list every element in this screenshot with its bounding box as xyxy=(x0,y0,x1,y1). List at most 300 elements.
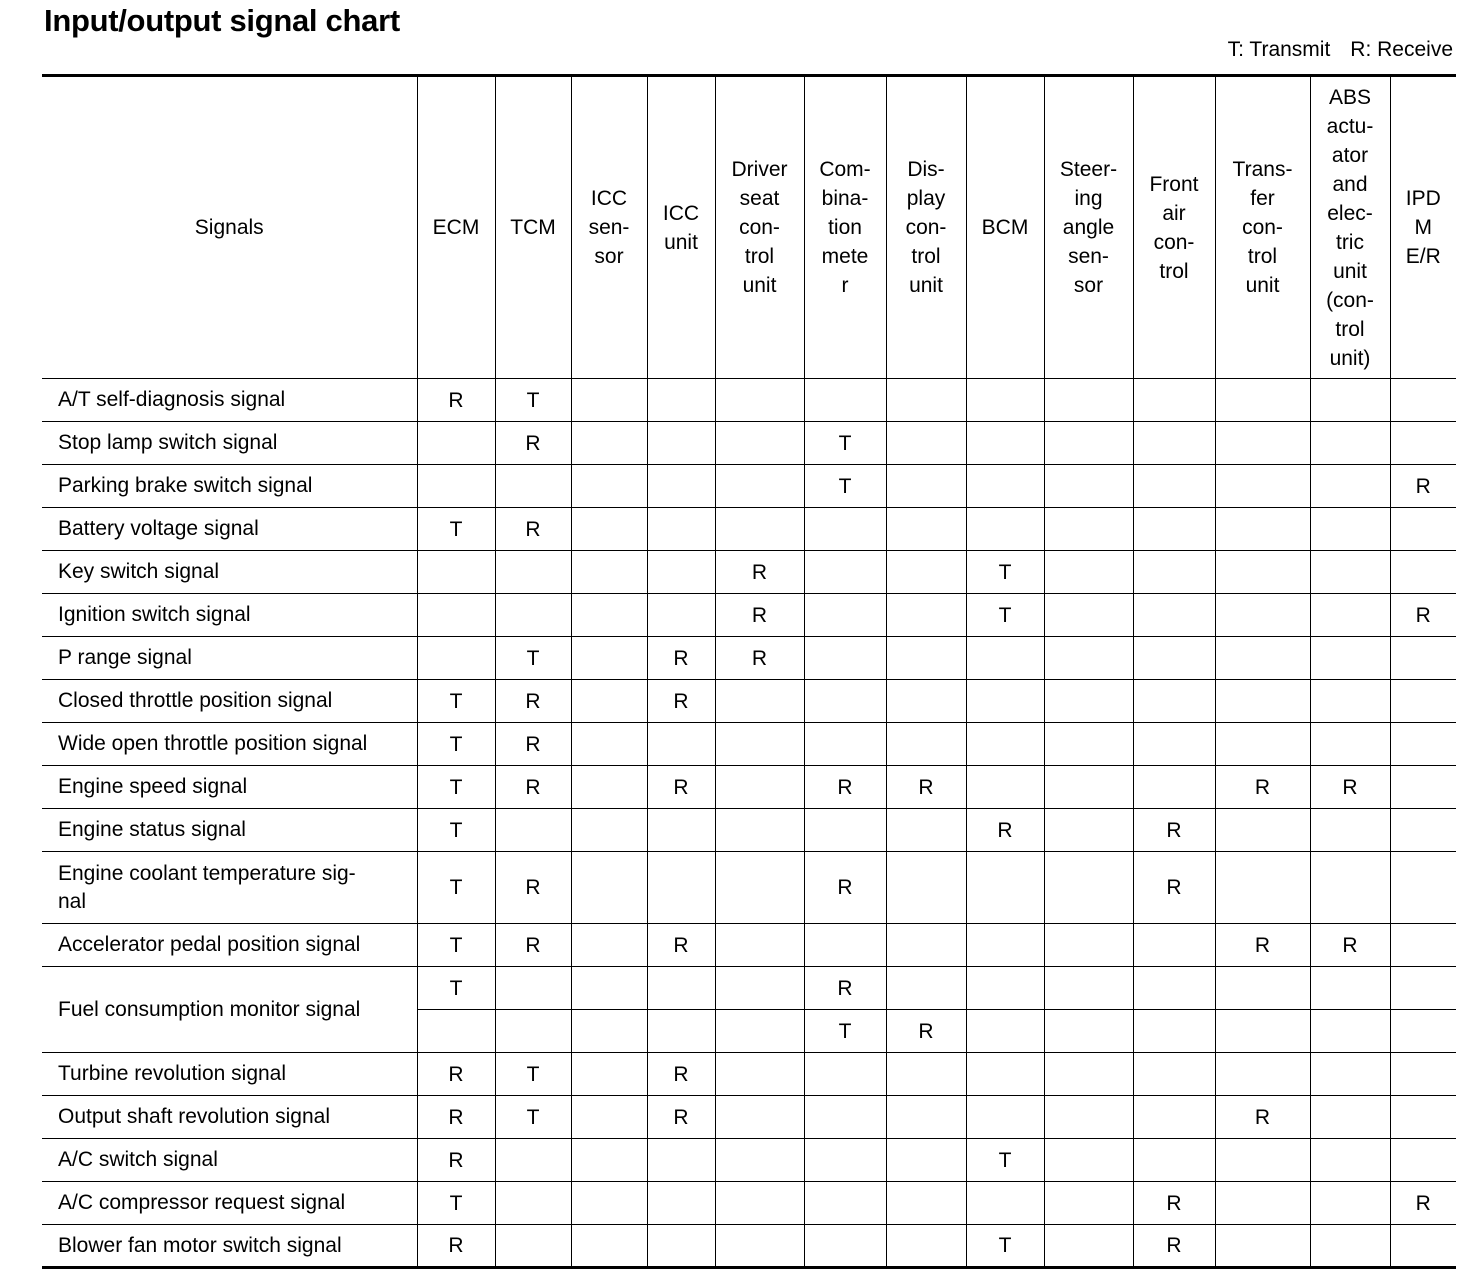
signal-cell: R xyxy=(1310,924,1390,967)
signal-name: Wide open throttle position signal xyxy=(42,723,417,766)
signal-cell xyxy=(1133,637,1215,680)
signal-cell xyxy=(804,637,886,680)
signal-cell xyxy=(571,1139,647,1182)
signal-cell xyxy=(1390,852,1456,924)
table-row xyxy=(42,852,1456,924)
signal-cell xyxy=(1215,1225,1310,1268)
signal-cell xyxy=(886,1225,966,1268)
signal-cell xyxy=(966,465,1044,508)
signal-cell xyxy=(1390,508,1456,551)
signal-name: Battery voltage signal xyxy=(42,508,417,551)
signal-cell: R xyxy=(647,1096,715,1139)
signal-cell: R xyxy=(495,508,571,551)
signal-cell xyxy=(571,967,647,1010)
signal-cell: R xyxy=(1310,766,1390,809)
table-row xyxy=(42,1182,1456,1225)
signal-cell xyxy=(715,852,804,924)
signal-cell: R xyxy=(1215,924,1310,967)
table-row xyxy=(42,809,1456,852)
signal-cell: R xyxy=(1390,465,1456,508)
signal-cell: T xyxy=(966,551,1044,594)
signal-cell xyxy=(495,809,571,852)
signal-cell xyxy=(1044,422,1133,465)
column-header: Dis- play con- trol unit xyxy=(886,76,966,379)
signal-cell xyxy=(1390,1139,1456,1182)
signal-cell xyxy=(495,1139,571,1182)
signal-cell xyxy=(715,1053,804,1096)
signal-cell xyxy=(1310,594,1390,637)
signal-name: A/T self-diagnosis signal xyxy=(42,379,417,422)
signal-cell xyxy=(1133,766,1215,809)
table-row xyxy=(42,1225,1456,1268)
signal-cell xyxy=(1390,680,1456,723)
signal-cell: R xyxy=(417,1053,495,1096)
signal-cell xyxy=(715,1010,804,1053)
signal-name: Fuel consumption monitor signal xyxy=(42,967,417,1053)
signal-cell xyxy=(804,723,886,766)
signal-cell xyxy=(804,508,886,551)
signal-cell xyxy=(1310,809,1390,852)
table-row xyxy=(42,465,1456,508)
signal-cell xyxy=(1044,1010,1133,1053)
column-header: ABS actu- ator and elec- tric unit (con- trol unit) xyxy=(1310,76,1390,379)
signal-cell: T xyxy=(417,809,495,852)
signal-cell xyxy=(571,766,647,809)
signal-cell: R xyxy=(647,637,715,680)
signal-cell xyxy=(1215,1182,1310,1225)
signal-cell xyxy=(966,508,1044,551)
signal-cell: R xyxy=(1215,1096,1310,1139)
signal-cell: R xyxy=(417,1096,495,1139)
signal-cell xyxy=(1215,1139,1310,1182)
signal-cell xyxy=(804,680,886,723)
signal-cell: T xyxy=(417,766,495,809)
signal-cell xyxy=(571,924,647,967)
signal-cell xyxy=(1133,1053,1215,1096)
header-row xyxy=(42,76,1456,379)
signal-cell xyxy=(1390,637,1456,680)
signal-cell xyxy=(715,924,804,967)
signal-cell: R xyxy=(417,379,495,422)
signal-cell: T xyxy=(966,1139,1044,1182)
signal-cell xyxy=(1044,1225,1133,1268)
signal-cell: T xyxy=(804,422,886,465)
signal-cell xyxy=(804,594,886,637)
table-row xyxy=(42,637,1456,680)
signal-cell xyxy=(804,1139,886,1182)
signal-cell xyxy=(1133,465,1215,508)
table-row xyxy=(42,766,1456,809)
signal-cell: T xyxy=(417,924,495,967)
signal-cell xyxy=(715,967,804,1010)
signal-cell xyxy=(571,594,647,637)
signal-cell xyxy=(647,967,715,1010)
signal-name: Engine status signal xyxy=(42,809,417,852)
signal-cell xyxy=(886,1139,966,1182)
signal-cell xyxy=(886,680,966,723)
signal-cell xyxy=(647,1010,715,1053)
signal-cell xyxy=(417,422,495,465)
signal-cell xyxy=(1044,680,1133,723)
signal-cell xyxy=(495,465,571,508)
signal-name: Engine coolant temperature sig- nal xyxy=(42,852,417,924)
signal-cell: R xyxy=(495,924,571,967)
signal-cell xyxy=(804,551,886,594)
signal-cell: T xyxy=(804,465,886,508)
table-row xyxy=(42,1096,1456,1139)
signal-name: A/C switch signal xyxy=(42,1139,417,1182)
signal-cell xyxy=(1133,508,1215,551)
signal-cell xyxy=(1390,809,1456,852)
signal-cell: T xyxy=(495,1096,571,1139)
signal-cell xyxy=(886,508,966,551)
signal-cell xyxy=(966,924,1044,967)
signal-cell xyxy=(804,809,886,852)
signal-cell xyxy=(1215,1053,1310,1096)
signal-cell: R xyxy=(1133,852,1215,924)
table-row xyxy=(42,422,1456,465)
signal-name: Parking brake switch signal xyxy=(42,465,417,508)
signal-cell: T xyxy=(966,594,1044,637)
signal-cell xyxy=(571,508,647,551)
signal-cell xyxy=(1215,508,1310,551)
signal-cell xyxy=(495,594,571,637)
column-header: BCM xyxy=(966,76,1044,379)
signal-cell xyxy=(804,924,886,967)
column-header: ECM xyxy=(417,76,495,379)
column-header-signals: Signals xyxy=(42,76,417,379)
legend xyxy=(1228,38,1453,62)
signal-cell: R xyxy=(715,551,804,594)
signal-cell xyxy=(1133,924,1215,967)
signal-cell xyxy=(571,1182,647,1225)
signal-cell xyxy=(1215,551,1310,594)
signal-cell xyxy=(1044,967,1133,1010)
signal-cell xyxy=(966,967,1044,1010)
signal-cell xyxy=(1310,680,1390,723)
signal-cell xyxy=(715,508,804,551)
signal-cell: R xyxy=(417,1225,495,1268)
signal-cell xyxy=(1215,637,1310,680)
signal-cell: T xyxy=(417,967,495,1010)
signal-cell xyxy=(1390,1096,1456,1139)
signal-cell xyxy=(886,1053,966,1096)
signal-cell xyxy=(1390,379,1456,422)
signal-cell xyxy=(571,1225,647,1268)
signal-cell: R xyxy=(495,680,571,723)
signal-cell xyxy=(647,422,715,465)
signal-cell xyxy=(1215,379,1310,422)
signal-cell xyxy=(1390,723,1456,766)
signal-cell: R xyxy=(495,723,571,766)
signal-cell xyxy=(647,379,715,422)
signal-cell: R xyxy=(417,1139,495,1182)
signal-cell xyxy=(1044,465,1133,508)
signal-cell xyxy=(1215,594,1310,637)
signal-cell xyxy=(1044,551,1133,594)
signal-cell xyxy=(1390,924,1456,967)
signal-cell: T xyxy=(804,1010,886,1053)
signal-cell xyxy=(1310,508,1390,551)
signal-cell xyxy=(804,1096,886,1139)
signal-cell xyxy=(715,766,804,809)
signal-cell xyxy=(1310,967,1390,1010)
signal-cell xyxy=(1133,422,1215,465)
signal-name: P range signal xyxy=(42,637,417,680)
signal-cell xyxy=(1310,723,1390,766)
signal-name: Key switch signal xyxy=(42,551,417,594)
signal-cell: R xyxy=(1215,766,1310,809)
signal-cell xyxy=(1044,809,1133,852)
signal-cell xyxy=(1310,1096,1390,1139)
signal-cell xyxy=(804,1053,886,1096)
signal-cell: T xyxy=(417,723,495,766)
column-header: Com- bina- tion mete r xyxy=(804,76,886,379)
signal-cell xyxy=(417,637,495,680)
signal-cell xyxy=(1310,422,1390,465)
signal-cell xyxy=(1044,1182,1133,1225)
signal-cell xyxy=(1133,551,1215,594)
signal-name: Turbine revolution signal xyxy=(42,1053,417,1096)
signal-cell xyxy=(1310,637,1390,680)
signal-cell xyxy=(966,766,1044,809)
signal-cell xyxy=(886,924,966,967)
column-header: Driver seat con- trol unit xyxy=(715,76,804,379)
signal-cell xyxy=(966,1096,1044,1139)
signal-cell: R xyxy=(647,680,715,723)
signal-cell xyxy=(571,465,647,508)
signal-cell xyxy=(1044,508,1133,551)
signal-cell xyxy=(571,723,647,766)
signal-cell xyxy=(1215,1010,1310,1053)
signal-chart-table xyxy=(42,74,1456,1269)
signal-cell xyxy=(647,852,715,924)
signal-cell xyxy=(715,1096,804,1139)
signal-cell xyxy=(1215,465,1310,508)
signal-cell xyxy=(1133,967,1215,1010)
signal-cell xyxy=(1044,766,1133,809)
signal-cell xyxy=(1310,1182,1390,1225)
signal-cell xyxy=(1215,852,1310,924)
signal-name: Blower fan motor switch signal xyxy=(42,1225,417,1268)
signal-cell xyxy=(495,1225,571,1268)
signal-cell xyxy=(1390,1010,1456,1053)
signal-cell xyxy=(571,852,647,924)
signal-cell xyxy=(715,809,804,852)
signal-cell: R xyxy=(495,766,571,809)
column-header: IPD M E/R xyxy=(1390,76,1456,379)
signal-cell xyxy=(1310,379,1390,422)
signal-cell xyxy=(417,551,495,594)
signal-cell: R xyxy=(886,1010,966,1053)
signal-cell xyxy=(647,465,715,508)
signal-cell xyxy=(966,1010,1044,1053)
signal-cell xyxy=(886,594,966,637)
signal-cell xyxy=(571,637,647,680)
signal-cell xyxy=(1044,723,1133,766)
signal-cell xyxy=(886,852,966,924)
column-header: Trans- fer con- trol unit xyxy=(1215,76,1310,379)
signal-cell xyxy=(1133,1010,1215,1053)
signal-cell xyxy=(1390,766,1456,809)
signal-cell xyxy=(571,1010,647,1053)
signal-cell xyxy=(1044,1139,1133,1182)
column-header: ICC unit xyxy=(647,76,715,379)
signal-cell xyxy=(1044,1096,1133,1139)
table-row xyxy=(42,508,1456,551)
signal-cell xyxy=(647,1182,715,1225)
signal-cell: R xyxy=(804,852,886,924)
column-header: Steer- ing angle sen- sor xyxy=(1044,76,1133,379)
table-row xyxy=(42,1053,1456,1096)
signal-cell xyxy=(715,1225,804,1268)
signal-cell: R xyxy=(966,809,1044,852)
signal-cell xyxy=(495,1010,571,1053)
signal-cell xyxy=(886,1182,966,1225)
table-body xyxy=(42,379,1456,1268)
signal-cell xyxy=(647,551,715,594)
signal-cell xyxy=(886,723,966,766)
signal-cell: R xyxy=(1390,1182,1456,1225)
signal-cell: T xyxy=(495,1053,571,1096)
signal-cell xyxy=(1215,967,1310,1010)
signal-cell xyxy=(1390,551,1456,594)
signal-name: Engine speed signal xyxy=(42,766,417,809)
table-row xyxy=(42,551,1456,594)
signal-name: Stop lamp switch signal xyxy=(42,422,417,465)
signal-cell: T xyxy=(417,680,495,723)
signal-cell xyxy=(715,723,804,766)
signal-cell xyxy=(417,1010,495,1053)
signal-cell xyxy=(1310,1010,1390,1053)
signal-cell xyxy=(1310,1225,1390,1268)
signal-cell: R xyxy=(1133,809,1215,852)
signal-cell xyxy=(966,1182,1044,1225)
signal-cell: T xyxy=(417,508,495,551)
signal-cell xyxy=(571,680,647,723)
signal-cell: R xyxy=(1390,594,1456,637)
signal-cell xyxy=(1215,422,1310,465)
table-row xyxy=(42,967,1456,1010)
signal-cell xyxy=(886,551,966,594)
signal-cell xyxy=(966,422,1044,465)
signal-cell xyxy=(1133,1096,1215,1139)
signal-cell xyxy=(1390,422,1456,465)
signal-cell xyxy=(417,594,495,637)
signal-cell: R xyxy=(804,766,886,809)
signal-cell xyxy=(647,1225,715,1268)
signal-cell xyxy=(966,1053,1044,1096)
signal-cell: R xyxy=(886,766,966,809)
signal-name: Closed throttle position signal xyxy=(42,680,417,723)
signal-cell xyxy=(886,1096,966,1139)
signal-cell xyxy=(715,1139,804,1182)
signal-cell xyxy=(886,465,966,508)
table-row xyxy=(42,924,1456,967)
signal-cell xyxy=(571,1096,647,1139)
signal-cell xyxy=(1215,809,1310,852)
signal-cell xyxy=(886,379,966,422)
signal-cell xyxy=(1133,680,1215,723)
signal-cell xyxy=(417,465,495,508)
signal-cell: T xyxy=(495,637,571,680)
signal-cell xyxy=(647,809,715,852)
signal-cell xyxy=(571,1053,647,1096)
signal-cell xyxy=(1044,852,1133,924)
signal-name: Ignition switch signal xyxy=(42,594,417,637)
signal-cell xyxy=(886,637,966,680)
signal-cell xyxy=(647,1139,715,1182)
signal-cell: R xyxy=(647,1053,715,1096)
signal-cell xyxy=(647,723,715,766)
signal-cell: R xyxy=(495,422,571,465)
table-row xyxy=(42,379,1456,422)
signal-cell xyxy=(1390,967,1456,1010)
signal-cell xyxy=(1133,379,1215,422)
signal-cell: T xyxy=(417,852,495,924)
signal-cell xyxy=(1310,1139,1390,1182)
table-row xyxy=(42,723,1456,766)
signal-cell xyxy=(966,680,1044,723)
signal-cell xyxy=(571,551,647,594)
signal-cell xyxy=(804,1182,886,1225)
signal-cell xyxy=(886,809,966,852)
signal-cell xyxy=(715,422,804,465)
signal-name: Output shaft revolution signal xyxy=(42,1096,417,1139)
signal-cell xyxy=(1310,852,1390,924)
signal-cell xyxy=(1310,465,1390,508)
table-row xyxy=(42,680,1456,723)
signal-cell xyxy=(1390,1053,1456,1096)
signal-cell xyxy=(804,1225,886,1268)
signal-cell xyxy=(715,1182,804,1225)
signal-cell xyxy=(1215,723,1310,766)
signal-cell xyxy=(1215,680,1310,723)
signal-cell: R xyxy=(647,766,715,809)
signal-cell: R xyxy=(1133,1182,1215,1225)
signal-cell xyxy=(1044,1053,1133,1096)
signal-cell xyxy=(886,967,966,1010)
signal-cell xyxy=(495,967,571,1010)
signal-cell xyxy=(1390,1225,1456,1268)
signal-cell xyxy=(886,422,966,465)
signal-cell xyxy=(715,680,804,723)
signal-cell xyxy=(571,379,647,422)
signal-cell: R xyxy=(804,967,886,1010)
signal-name: Accelerator pedal position signal xyxy=(42,924,417,967)
signal-cell xyxy=(1044,637,1133,680)
signal-cell xyxy=(966,723,1044,766)
signal-cell xyxy=(1133,723,1215,766)
column-header: ICC sen- sor xyxy=(571,76,647,379)
column-header: Front air con- trol xyxy=(1133,76,1215,379)
signal-cell xyxy=(966,852,1044,924)
signal-cell xyxy=(715,379,804,422)
signal-cell xyxy=(647,508,715,551)
signal-cell xyxy=(966,379,1044,422)
signal-cell xyxy=(571,422,647,465)
signal-cell xyxy=(1044,379,1133,422)
table-row xyxy=(42,1139,1456,1182)
signal-cell xyxy=(804,379,886,422)
signal-cell: R xyxy=(495,852,571,924)
signal-cell: T xyxy=(417,1182,495,1225)
column-header: TCM xyxy=(495,76,571,379)
signal-cell xyxy=(571,809,647,852)
signal-cell: R xyxy=(1133,1225,1215,1268)
table-row xyxy=(42,594,1456,637)
signal-cell: T xyxy=(966,1225,1044,1268)
